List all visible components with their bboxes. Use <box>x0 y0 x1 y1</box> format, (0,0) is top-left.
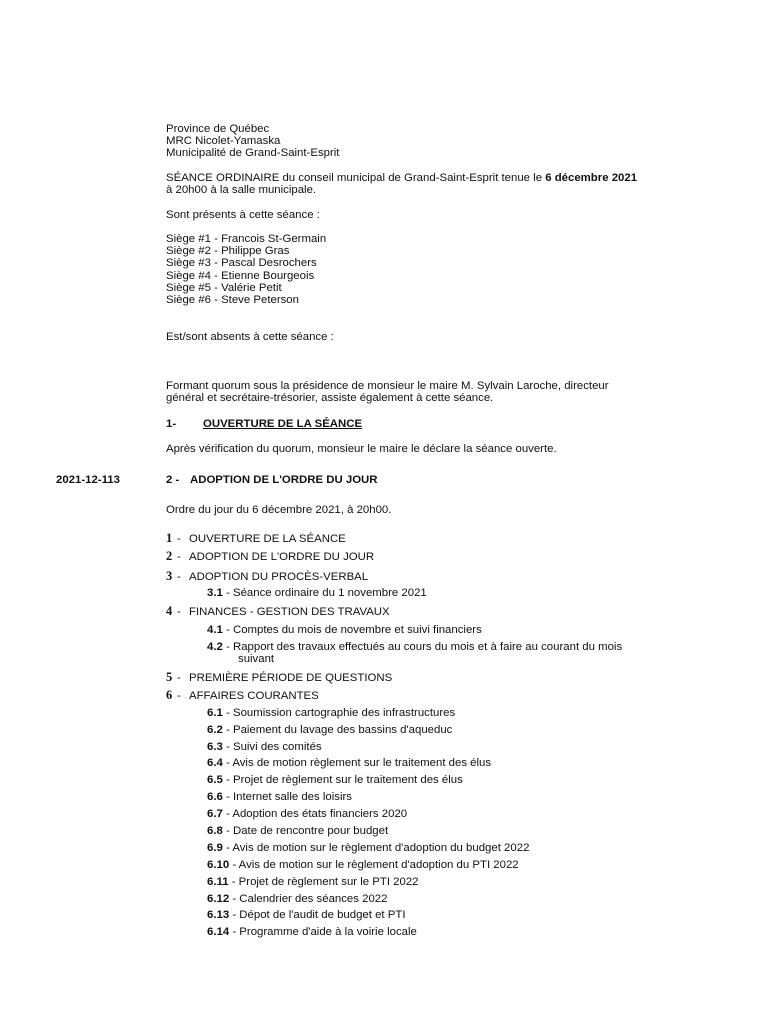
agenda-subitem-label: Internet salle des loisirs <box>232 791 352 803</box>
agenda-subitem-number: 6.5 <box>207 774 223 786</box>
agenda-subitem-4-2-continued: suivant <box>238 653 275 665</box>
agenda-subitem-label: Avis de motion sur le règlement d'adoption du budget 2022 <box>232 842 530 854</box>
member-seat-2: Siège #2 - Philippe Gras <box>166 245 290 258</box>
agenda-item-number: 5 <box>166 670 173 684</box>
agenda-subitem-6-4: 6.4 - Avis de motion règlement sur le traitement des élus <box>207 757 492 769</box>
members-list <box>166 233 726 306</box>
agenda-item-label: ADOPTION DE L'ORDRE DU JOUR <box>189 551 375 563</box>
section-1-number: 1- <box>166 418 177 430</box>
section-2-heading <box>166 474 378 486</box>
section-1-heading <box>166 418 362 430</box>
agenda-item-4: 4- FINANCES - GESTION DES TRAVAUX <box>166 604 390 618</box>
agenda-item-6: 6- AFFAIRES COURANTES <box>166 688 319 702</box>
agenda-item-2: 2- ADOPTION DE L'ORDRE DU JOUR <box>166 549 375 563</box>
agenda-item-label: FINANCES - GESTION DES TRAVAUX <box>189 606 390 618</box>
resolution-number: 2021-12-113 <box>56 474 120 486</box>
session-date: 6 décembre 2021 <box>545 172 638 184</box>
agenda-subitem-6-11: 6.11 - Projet de règlement sur le PTI 2022 <box>207 876 419 888</box>
agenda-subitem-label: Paiement du lavage des bassins d'aqueduc <box>232 724 453 736</box>
agenda-item-label: PREMIÈRE PÉRIODE DE QUESTIONS <box>189 672 393 684</box>
agenda-subitem-number: 6.8 <box>207 825 223 837</box>
agenda-item-number: 2 <box>166 549 173 563</box>
section-1-body: Après vérification du quorum, monsieur le maire le déclare la séance ouverte. <box>166 443 557 455</box>
agenda-subitem-number: 3.1 <box>207 587 223 599</box>
quorum-line-2: général et secrétaire-trésorier, assiste également à cette séance. <box>166 392 494 405</box>
member-seat-5: Siège #5 - Valérie Petit <box>166 281 282 294</box>
agenda-subitem-label: Avis de motion sur le règlement d'adoption du PTI 2022 <box>238 859 519 871</box>
agenda-subitem-4-1: 4.1 - Comptes du mois de novembre et suivi financiers <box>207 624 482 636</box>
agenda-subitem-6-7: 6.7 - Adoption des états financiers 2020 <box>207 808 408 820</box>
document-header <box>166 123 726 160</box>
agenda-subitem-number: 4.2 <box>207 641 223 653</box>
agenda-subitem-6-9: 6.9 - Avis de motion sur le règlement d'adoption du budget 2022 <box>207 842 530 854</box>
agenda-subitem-number: 6.14 <box>207 926 230 938</box>
agenda-subitem-4-2: 4.2 - Rapport des travaux effectués au cours du mois et à faire au courant du mois <box>207 641 623 653</box>
agenda-item-5: 5- PREMIÈRE PÉRIODE DE QUESTIONS <box>166 670 393 684</box>
agenda-subitem-number: 6.13 <box>207 909 230 921</box>
agenda-subitem-number: 6.6 <box>207 791 223 803</box>
section-1-title: OUVERTURE DE LA SÉANCE <box>203 418 363 430</box>
agenda-item-number: 6 <box>166 688 173 702</box>
agenda-item-1: 1- OUVERTURE DE LA SÉANCE <box>166 531 346 545</box>
agenda-subitem-6-5: 6.5 - Projet de règlement sur le traitement des élus <box>207 774 463 786</box>
intro-line-1 <box>166 172 726 184</box>
agenda-subitem-label: Dépot de l'audit de budget et PTI <box>239 909 406 921</box>
agenda-subitem-3-1: 3.1 - Séance ordinaire du 1 novembre 2021 <box>207 587 427 599</box>
mrc-line: MRC Nicolet-Yamaska <box>166 135 281 148</box>
agenda-item-3: 3- ADOPTION DU PROCÈS-VERBAL <box>166 569 369 583</box>
agenda-item-number: 3 <box>166 569 173 583</box>
agenda-subitem-number: 6.3 <box>207 741 223 753</box>
agenda-subitem-label: Séance ordinaire du 1 novembre 2021 <box>232 587 427 599</box>
agenda-item-number: 1 <box>166 531 173 545</box>
agenda-subitem-label: Adoption des états financiers 2020 <box>232 808 408 820</box>
intro-text: SÉANCE ORDINAIRE du conseil municipal de Grand-Saint-Esprit tenue le <box>166 172 546 184</box>
member-seat-1: Siège #1 - Francois St-Germain <box>166 233 327 245</box>
agenda-subitem-6-10: 6.10 - Avis de motion sur le règlement d'adoption du PTI 2022 <box>207 859 519 871</box>
agenda-subitem-6-6: 6.6 - Internet salle des loisirs <box>207 791 352 803</box>
agenda-subitem-label: Projet de règlement sur le PTI 2022 <box>238 876 419 888</box>
section-2-title: ADOPTION DE L'ORDRE DU JOUR <box>190 474 378 486</box>
agenda-subitem-number: 6.11 <box>207 876 229 888</box>
agenda-subitem-6-12: 6.12 - Calendrier des séances 2022 <box>207 893 388 905</box>
agenda-subitem-number: 6.12 <box>207 893 230 905</box>
agenda-item-label: AFFAIRES COURANTES <box>189 690 319 702</box>
agenda-subitem-6-13: 6.13 - Dépot de l'audit de budget et PTI <box>207 909 406 921</box>
agenda-subitem-label: Avis de motion règlement sur le traitement des élus <box>232 757 492 769</box>
agenda-subitem-number: 6.1 <box>207 707 223 719</box>
agenda-subitem-number: 4.1 <box>207 624 223 636</box>
presents-label: Sont présents à cette séance : <box>166 209 320 221</box>
agenda-subitem-number: 6.2 <box>207 724 223 736</box>
section-2-body: Ordre du jour du 6 décembre 2021, à 20h00. <box>166 504 392 516</box>
agenda-item-label: OUVERTURE DE LA SÉANCE <box>189 533 346 545</box>
member-seat-4: Siège #4 - Etienne Bourgeois <box>166 269 315 282</box>
agenda-subitem-label: Comptes du mois de novembre et suivi financiers <box>232 624 482 636</box>
agenda-subitem-label: Programme d'aide à la voirie locale <box>239 926 417 938</box>
agenda-subitem-label: Date de rencontre pour budget <box>232 825 389 837</box>
agenda-subitem-label: Projet de règlement sur le traitement des élus <box>232 774 463 786</box>
agenda-subitem-number: 6.9 <box>207 842 223 854</box>
agenda-subitem-label: Rapport des travaux effectués au cours du mois et à faire au courant du mois <box>232 641 623 653</box>
quorum-paragraph <box>166 380 726 404</box>
agenda-subitem-number: 6.10 <box>207 859 230 871</box>
agenda-subitem-label: Soumission cartographie des infrastructures <box>232 707 456 719</box>
agenda-subitem-6-14: 6.14 - Programme d'aide à la voirie locale <box>207 926 417 938</box>
member-seat-3: Siège #3 - Pascal Desrochers <box>166 257 317 270</box>
agenda-subitem-label: Suivi des comités <box>232 741 322 753</box>
agenda-subitem-6-2: 6.2 - Paiement du lavage des bassins d'aqueduc <box>207 724 453 736</box>
agenda-subitem-6-3: 6.3 - Suivi des comités <box>207 741 322 753</box>
section-2-number: 2 - <box>166 474 180 486</box>
member-seat-6: Siège #6 - Steve Peterson <box>166 294 299 307</box>
province-line: Province de Québec <box>166 123 270 135</box>
quorum-line-1: Formant quorum sous la présidence de monsieur le maire M. Sylvain Laroche, directeur <box>166 380 609 392</box>
agenda-subitem-6-1: 6.1 - Soumission cartographie des infrastructures <box>207 707 456 719</box>
absents-label: Est/sont absents à cette séance : <box>166 331 334 343</box>
municipality-line: Municipalité de Grand-Saint-Esprit <box>166 147 340 160</box>
agenda-subitem-number: 6.4 <box>207 757 223 769</box>
agenda-item-label: ADOPTION DU PROCÈS-VERBAL <box>189 571 369 583</box>
agenda-subitem-label: Calendrier des séances 2022 <box>239 893 388 905</box>
agenda-subitem-6-8: 6.8 - Date de rencontre pour budget <box>207 825 389 837</box>
intro-line-2: à 20h00 à la salle municipale. <box>166 184 317 197</box>
agenda-item-number: 4 <box>166 604 173 618</box>
agenda-subitem-number: 6.7 <box>207 808 223 820</box>
session-intro <box>166 172 726 196</box>
